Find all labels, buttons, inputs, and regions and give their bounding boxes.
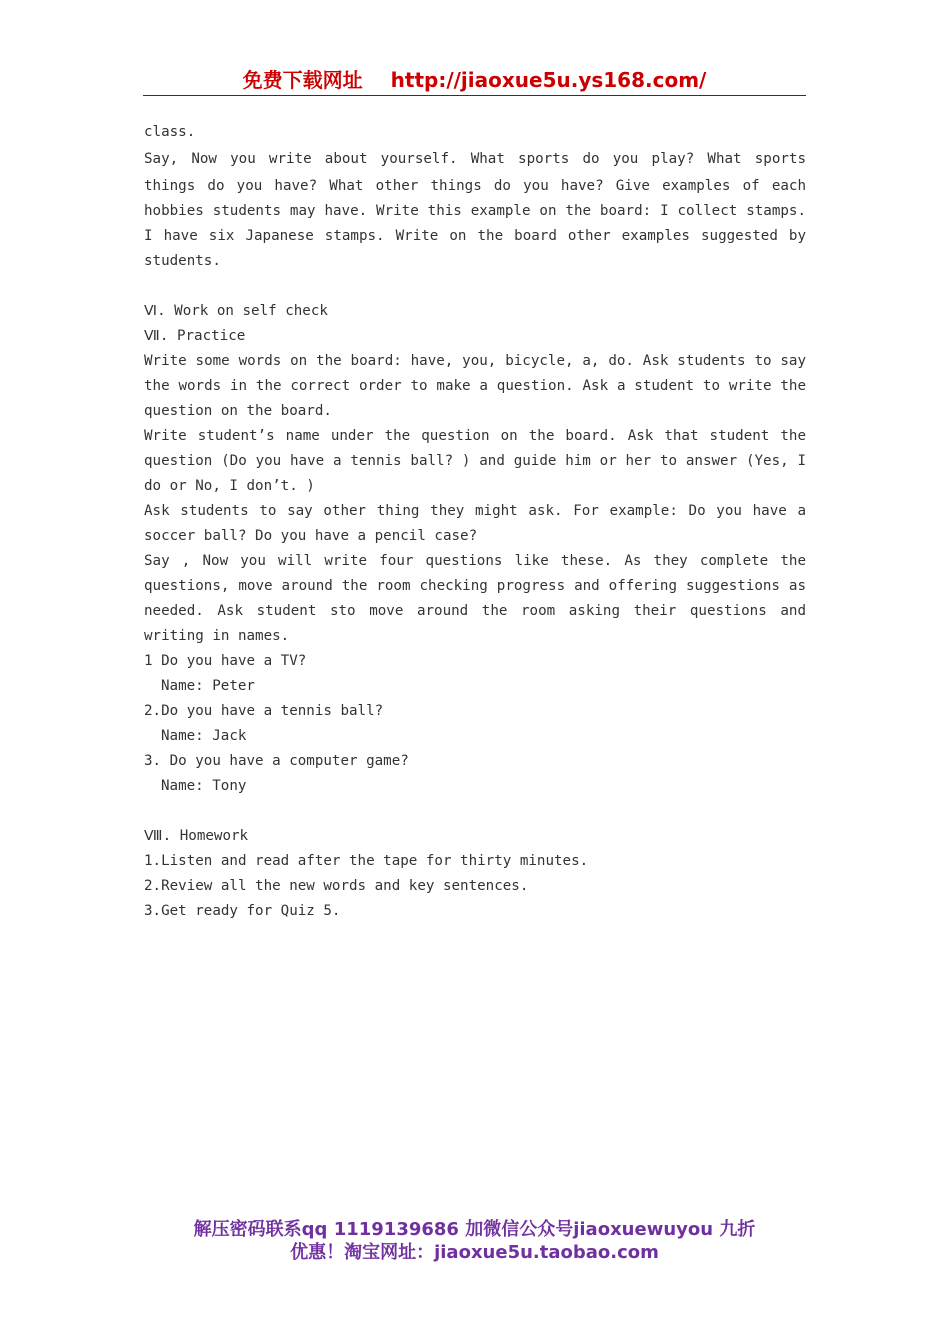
question-3: 3. Do you have a computer game? bbox=[144, 753, 409, 769]
section-6-heading: Ⅵ. Work on self check bbox=[144, 303, 328, 319]
homework-item-1: 1.Listen and read after the tape for thirty minutes. bbox=[144, 853, 589, 869]
paragraph-write-name: Write student’s name under the question on the board. Ask that student the question (Do you have a tennis ball? ) and guide him or her to answer (Yes, I do or No, I don’t. ) bbox=[144, 428, 806, 494]
question-2: 2.Do you have a tennis ball? bbox=[144, 703, 384, 719]
section-8-heading: Ⅷ. Homework bbox=[144, 828, 249, 844]
paragraph-write-words: Write some words on the board: have, you, bicycle, a, do. Ask students to say the words in the correct order to make a question. Ask a student to write the question on the board. bbox=[144, 353, 806, 419]
section-7-heading: Ⅶ. Practice bbox=[144, 328, 246, 344]
footer-line-2: 优惠！淘宝网址：jiaoxue5u.taobao.com bbox=[290, 1242, 659, 1263]
header-url-link[interactable]: http://jiaoxue5u.ys168.com/ bbox=[390, 68, 707, 92]
paragraph-ask-other: Ask students to say other thing they might ask. For example: Do you have a soccer ball? Do you have a pencil case? bbox=[144, 503, 806, 544]
homework-item-2: 2.Review all the new words and key sentences. bbox=[144, 878, 529, 894]
homework-item-3: 3.Get ready for Quiz 5. bbox=[144, 903, 341, 919]
paragraph-class: class. bbox=[144, 124, 196, 140]
document-body bbox=[144, 120, 806, 924]
question-2-name: Name: Jack bbox=[161, 728, 247, 744]
paragraph-say-rest: things do you have? What other things do you have? Give examples of each hobbies students may have. Write this example on the board: I collect stamps. I have six Japanese stamps. Write on the board other examples suggested by students. bbox=[144, 178, 806, 269]
header-rule bbox=[143, 95, 806, 96]
question-1-name: Name: Peter bbox=[161, 678, 255, 694]
paragraph-say-four: Say , Now you will write four questions like these. As they complete the questions, move around the room checking progress and offering suggestions as needed. Ask student sto move around the room asking their questions and writing in names. bbox=[144, 553, 806, 644]
header-label: 免费下载网址 bbox=[242, 68, 363, 92]
footer-line-1: 解压密码联系qq 1119139686 加微信公众号jiaoxuewuyou 九折 bbox=[193, 1219, 756, 1240]
question-3-name: Name: Tony bbox=[161, 778, 247, 794]
paragraph-say-line1: Say, Now you write about yourself. What sports do you play? What sports bbox=[144, 151, 806, 167]
download-header bbox=[143, 66, 806, 94]
contact-footer bbox=[143, 1218, 806, 1264]
question-1: 1 Do you have a TV? bbox=[144, 653, 307, 669]
